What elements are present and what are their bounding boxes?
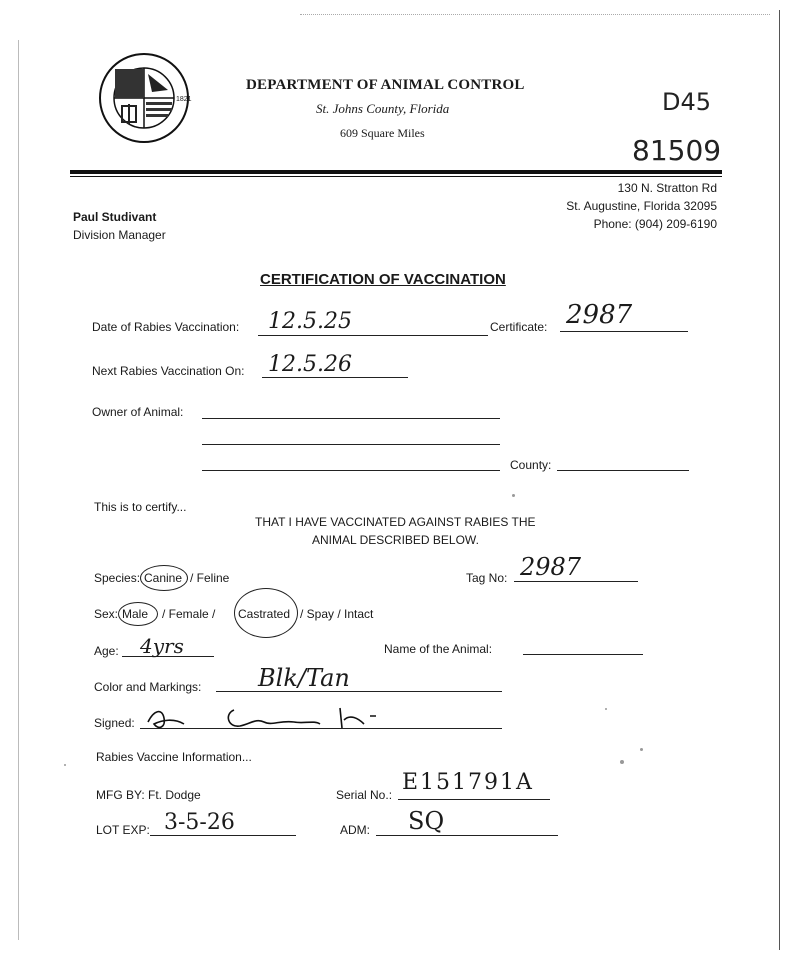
next-vacc-value: 12.5.26	[268, 352, 352, 377]
certificate-value: 2987	[566, 300, 633, 330]
species-label: Species:	[94, 571, 141, 585]
next-vacc-label: Next Rabies Vaccination On:	[92, 364, 245, 378]
certify-text: This is to certify...	[94, 500, 187, 514]
certificate-label: Certificate:	[490, 320, 548, 334]
next-vacc-line	[262, 377, 408, 378]
sex-label: Sex:	[94, 607, 119, 621]
sex-spay-intact: / Spay / Intact	[300, 607, 374, 621]
serial-value: E151791A	[402, 770, 534, 795]
phone-number: Phone: (904) 209-6190	[593, 217, 717, 231]
header-rule-thin	[70, 176, 722, 177]
scan-speck	[512, 494, 515, 497]
vacc-date-value: 12.5.25	[268, 309, 352, 334]
owner-label: Owner of Animal:	[92, 405, 184, 419]
signature	[144, 700, 384, 736]
header-rule-thick	[70, 170, 722, 174]
adm-line	[376, 835, 558, 836]
county-label: County:	[510, 458, 552, 472]
species-canine: Canine	[144, 571, 183, 585]
tag-value: 2987	[520, 553, 582, 581]
address-city: St. Augustine, Florida 32095	[566, 199, 717, 213]
serial-label: Serial No.:	[336, 788, 393, 802]
lot-label: LOT EXP:	[96, 823, 150, 837]
signed-label: Signed:	[94, 716, 135, 730]
tag-line	[514, 581, 638, 582]
handwritten-number: 81509	[632, 134, 722, 167]
statement-line-2: ANIMAL DESCRIBED BELOW.	[312, 533, 479, 547]
vaccine-info-label: Rabies Vaccine Information...	[96, 750, 252, 764]
county-line	[557, 470, 689, 471]
age-label: Age:	[94, 644, 119, 658]
sex-female: / Female /	[162, 607, 216, 621]
statement-line-1: THAT I HAVE VACCINATED AGAINST RABIES THE	[255, 515, 536, 529]
seal-text	[98, 146, 190, 147]
certificate-line	[560, 331, 688, 332]
sex-castrated: Castrated	[238, 607, 291, 621]
manager-title: Division Manager	[73, 228, 166, 242]
right-edge-line	[779, 10, 780, 950]
owner-line-1	[202, 418, 500, 419]
left-edge-line	[18, 40, 19, 940]
top-scan-noise	[300, 14, 770, 19]
serial-line	[398, 799, 550, 800]
seal-year: 1821	[176, 96, 192, 103]
county-area: 609 Square Miles	[340, 126, 425, 140]
adm-label: ADM:	[340, 823, 370, 837]
address-street: 130 N. Stratton Rd	[617, 181, 717, 195]
mfg-label: MFG BY: Ft. Dodge	[96, 788, 201, 802]
handwritten-code: D45	[662, 88, 712, 116]
color-label: Color and Markings:	[94, 680, 202, 694]
adm-value: SQ	[408, 807, 445, 835]
scan-speck	[640, 748, 643, 751]
owner-line-2	[202, 444, 500, 445]
vacc-date-label: Date of Rabies Vaccination:	[92, 320, 240, 334]
owner-line-3	[202, 470, 500, 471]
species-feline: / Feline	[190, 571, 230, 585]
form-title: CERTIFICATION OF VACCINATION	[260, 271, 506, 288]
name-line	[523, 654, 643, 655]
lot-value: 3-5-26	[164, 810, 235, 835]
color-value: Blk/Tan	[258, 664, 350, 692]
name-label: Name of the Animal:	[384, 642, 493, 656]
manager-name: Paul Studivant	[73, 210, 157, 224]
department-title: DEPARTMENT OF ANIMAL CONTROL	[246, 77, 525, 93]
sex-male: Male	[122, 607, 149, 621]
vacc-date-line	[258, 335, 488, 336]
scan-speck	[64, 764, 66, 766]
scan-speck	[605, 708, 607, 710]
county-name: St. Johns County, Florida	[316, 101, 450, 116]
tag-label: Tag No:	[466, 571, 508, 585]
age-value: 4yrs	[140, 634, 184, 658]
lot-line	[150, 835, 296, 836]
scan-speck	[620, 760, 624, 764]
